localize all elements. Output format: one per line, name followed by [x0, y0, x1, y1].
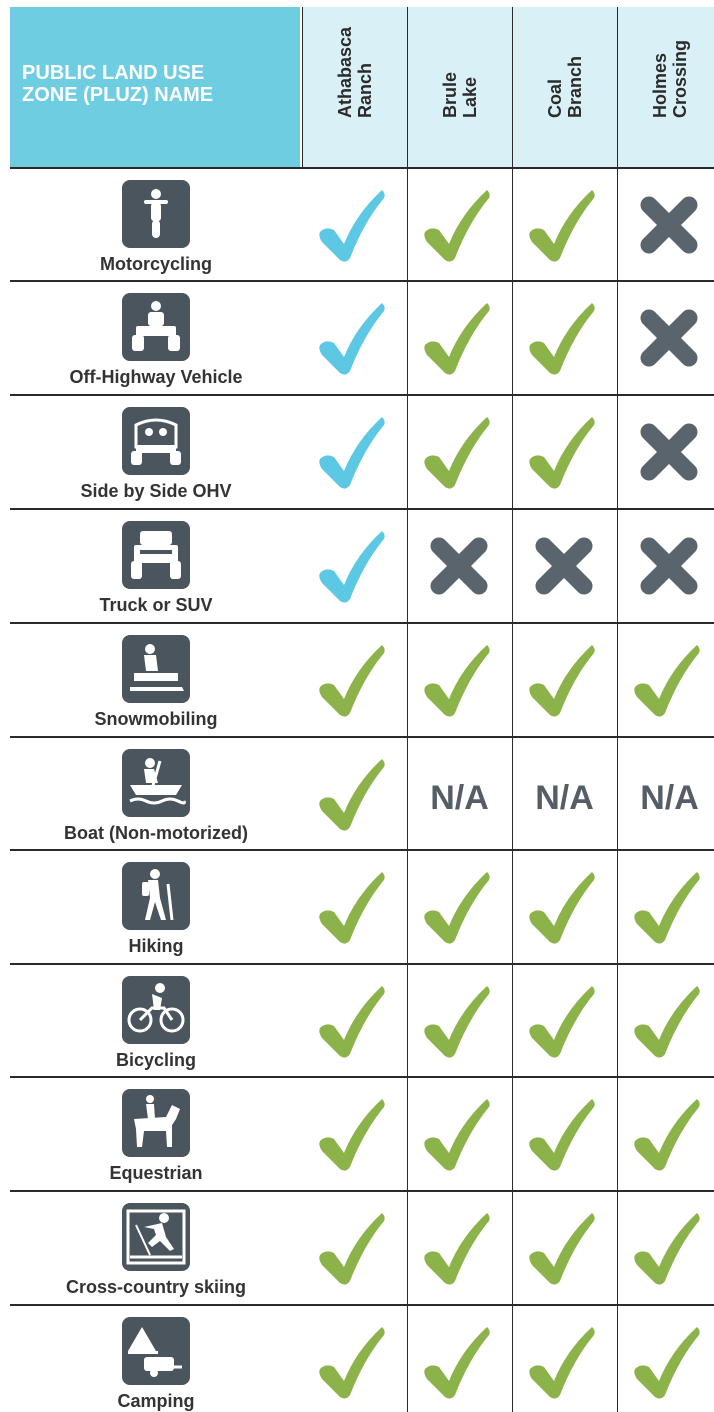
activity-cell [10, 521, 302, 616]
check-mark-icon [421, 868, 493, 946]
camping-icon [122, 1317, 190, 1385]
row-divider [10, 280, 714, 282]
activity-label: Hiking [128, 936, 184, 956]
activity-label: Boat (Non-motorized) [64, 823, 248, 843]
row-divider [10, 508, 714, 510]
row-divider [10, 1076, 714, 1078]
check-mark-icon [421, 641, 493, 719]
activity-label: Cross-country skiing [65, 1277, 247, 1297]
activity-cell [10, 749, 302, 844]
check-mark-icon [421, 1095, 493, 1173]
side-by-side-icon [122, 407, 190, 475]
check-mark-icon [421, 1209, 493, 1287]
check-mark-icon [316, 868, 388, 946]
row-divider [10, 167, 714, 169]
check-mark-icon [526, 868, 598, 946]
cross-mark-icon [639, 308, 699, 368]
check-mark-icon [316, 982, 388, 1060]
bicycle-icon [122, 976, 190, 1044]
activity-label: Truck or SUV [99, 595, 213, 615]
check-mark-blue-icon [316, 413, 388, 491]
activity-cell [10, 293, 302, 388]
cross-mark-icon [534, 536, 594, 596]
row-divider [10, 1304, 714, 1306]
activity-cell [10, 1089, 302, 1184]
check-mark-icon [421, 299, 493, 377]
zone-name: Brule Lake [440, 71, 480, 118]
check-mark-icon [631, 982, 703, 1060]
skier-icon [122, 1203, 190, 1271]
check-mark-icon [526, 1095, 598, 1173]
check-mark-icon [526, 641, 598, 719]
check-mark-blue-icon [316, 186, 388, 264]
check-mark-icon [631, 1209, 703, 1287]
not-applicable-label: N/A [535, 779, 594, 817]
row-divider [10, 736, 714, 738]
check-mark-icon [316, 1323, 388, 1401]
activity-cell [10, 635, 302, 730]
snowmobile-icon [122, 635, 190, 703]
check-mark-icon [631, 641, 703, 719]
header-title: PUBLIC LAND USE ZONE (PLUZ) NAME [22, 62, 214, 106]
canoe-icon [122, 749, 190, 817]
activity-cell [10, 1203, 302, 1298]
cross-mark-icon [639, 536, 699, 596]
check-mark-icon [316, 1095, 388, 1173]
zone-name: Coal Branch [545, 55, 585, 118]
check-mark-icon [526, 982, 598, 1060]
header-title-cell [10, 7, 302, 168]
activity-label: Equestrian [109, 1163, 203, 1183]
activity-cell [10, 862, 302, 957]
horse-rider-icon [122, 1089, 190, 1157]
hiker-icon [122, 862, 190, 930]
cross-mark-icon [429, 536, 489, 596]
zone-header-1 [407, 7, 512, 168]
motorcycle-icon [122, 180, 190, 248]
zone-header-0 [302, 7, 407, 168]
check-mark-icon [316, 641, 388, 719]
row-divider [10, 622, 714, 624]
check-mark-icon [526, 1209, 598, 1287]
activity-cell [10, 1317, 302, 1412]
activity-label: Camping [117, 1391, 195, 1411]
activity-label: Side by Side OHV [80, 481, 232, 501]
row-divider [10, 394, 714, 396]
cross-mark-icon [639, 195, 699, 255]
check-mark-blue-icon [316, 527, 388, 605]
activity-cell [10, 180, 302, 275]
not-applicable-label: N/A [430, 779, 489, 817]
row-divider [10, 849, 714, 851]
zone-header-2 [512, 7, 617, 168]
check-mark-icon [631, 868, 703, 946]
zone-header-3 [617, 7, 714, 168]
check-mark-icon [421, 982, 493, 1060]
not-applicable-label: N/A [640, 779, 699, 817]
row-divider [10, 963, 714, 965]
activity-cell [10, 407, 302, 502]
check-mark-icon [526, 413, 598, 491]
check-mark-icon [526, 299, 598, 377]
check-mark-icon [526, 186, 598, 264]
check-mark-icon [316, 1209, 388, 1287]
check-mark-icon [421, 186, 493, 264]
check-mark-icon [631, 1323, 703, 1401]
activity-label: Off-Highway Vehicle [69, 367, 243, 387]
activity-cell [10, 976, 302, 1071]
atv-icon [122, 293, 190, 361]
zone-name: Holmes Crossing [650, 39, 690, 118]
truck-icon [122, 521, 190, 589]
check-mark-icon [631, 1095, 703, 1173]
row-divider [10, 1190, 714, 1192]
activity-label: Motorcycling [99, 254, 212, 274]
activity-label: Bicycling [115, 1050, 197, 1070]
zone-name: Athabasca Ranch [335, 26, 375, 118]
check-mark-icon [316, 755, 388, 833]
check-mark-blue-icon [316, 299, 388, 377]
check-mark-icon [421, 1323, 493, 1401]
check-mark-icon [526, 1323, 598, 1401]
check-mark-icon [421, 413, 493, 491]
cross-mark-icon [639, 422, 699, 482]
activity-label: Snowmobiling [94, 709, 218, 729]
